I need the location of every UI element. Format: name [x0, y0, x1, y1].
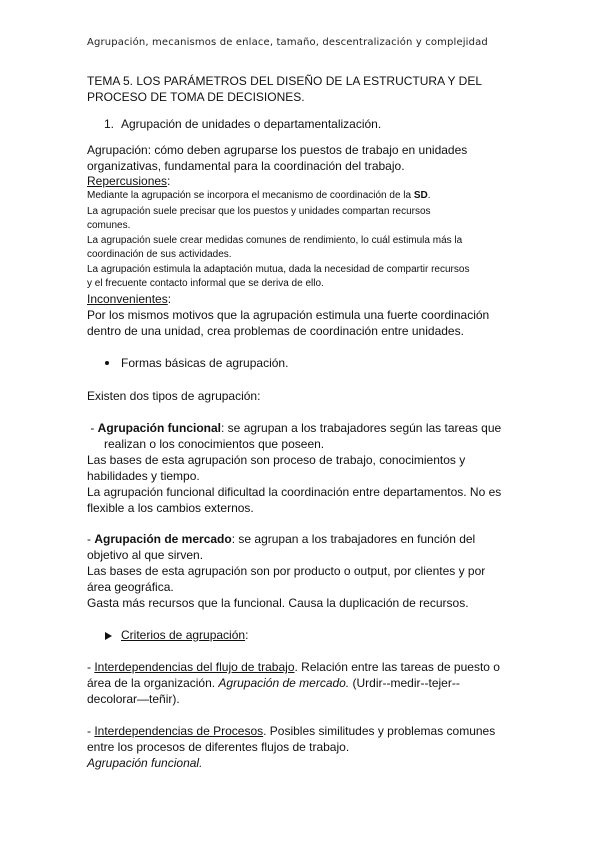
inconvenientes-heading: Inconvenientes: [87, 292, 172, 306]
repercusiones-line4: La agrupación suele crear medidas comunes de rendimiento, lo cuál estimula más la [87, 235, 463, 246]
funcional-line5: La agrupación funcional dificultad la coordinación entre departamentos. No es [87, 485, 502, 499]
document-title-line1: TEMA 5. LOS PARÁMETROS DEL DISEÑO DE LA ESTRUCTURA Y DEL [87, 74, 482, 88]
repercusiones-line1: Mediante la agrupación se incorpora el mecanismo de coordinación de la SD. [87, 190, 431, 201]
tipos-intro: Existen dos tipos de agrupación: [87, 389, 261, 403]
mercado-line3: Las bases de esta agrupación son por producto o output, por clientes y por [87, 564, 486, 578]
section-number: 1. [104, 117, 115, 131]
funcional-line3: Las bases de esta agrupación son proceso de trabajo, conocimientos y [87, 453, 466, 467]
funcional-line6: flexible a los cambios externos. [87, 501, 254, 515]
inconvenientes-line1: Por los mismos motivos que la agrupación estimula una fuerte coordinación [87, 308, 490, 322]
repercusiones-line7: y el frecuente contacto informal que se deriva de ello. [87, 278, 324, 289]
bullet-dot [105, 361, 109, 365]
bullet-formas: Formas básicas de agrupación. [121, 356, 289, 370]
mercado-line4: área geográfica. [87, 580, 174, 594]
mercado-line1: - Agrupación de mercado: se agrupan a los trabajadores en función del [87, 532, 476, 546]
repercusiones-line3: comunes. [87, 220, 131, 231]
inconvenientes-line2: dentro de una unidad, crea problemas de coordinación entre unidades. [87, 324, 464, 338]
mercado-line5: Gasta más recursos que la funcional. Causa la duplicación de recursos. [87, 596, 469, 610]
repercusiones-heading: Repercusiones: [87, 174, 171, 188]
procesos-line3: Agrupación funcional. [87, 756, 203, 770]
procesos-line2: entre los procesos de diferentes flujos de trabajo. [87, 740, 350, 754]
funcional-line1: - Agrupación funcional: se agrupan a los trabajadores según las tareas que [87, 421, 502, 435]
flujo-line2: área de la organización. Agrupación de mercado. (Urdir--medir--tejer-- [87, 676, 460, 690]
intro-line1: Agrupación: cómo deben agruparse los puestos de trabajo en unidades [87, 143, 468, 157]
mercado-line2: objetivo al que sirven. [87, 548, 204, 562]
section-heading: Agrupación de unidades o departamentalización. [121, 117, 382, 131]
criterios-heading: Criterios de agrupación: [121, 628, 249, 642]
intro-line2: organizativas, fundamental para la coordinación del trabajo. [87, 159, 405, 173]
repercusiones-line5: coordinación de sus actividades. [87, 249, 232, 260]
flujo-line1: - Interdependencias del flujo de trabajo. Relación entre las tareas de puesto o [87, 660, 500, 674]
funcional-line4: habilidades y tiempo. [87, 469, 200, 483]
funcional-line2: realizan o los conocimientos que poseen. [104, 437, 325, 451]
arrow-bullet-icon [105, 632, 112, 640]
page-header: Agrupación, mecanismos de enlace, tamaño, descentralización y complejidad [87, 37, 488, 48]
document-title-line2: PROCESO DE TOMA DE DECISIONES. [87, 90, 305, 104]
repercusiones-line6: La agrupación estimula la adaptación mutua, dada la necesidad de compartir recursos [87, 264, 470, 275]
flujo-line3: decolorar—teñir). [87, 692, 180, 706]
repercusiones-line2: La agrupación suele precisar que los puestos y unidades compartan recursos [87, 206, 431, 217]
procesos-line1: - Interdependencias de Procesos. Posibles similitudes y problemas comunes [87, 724, 496, 738]
